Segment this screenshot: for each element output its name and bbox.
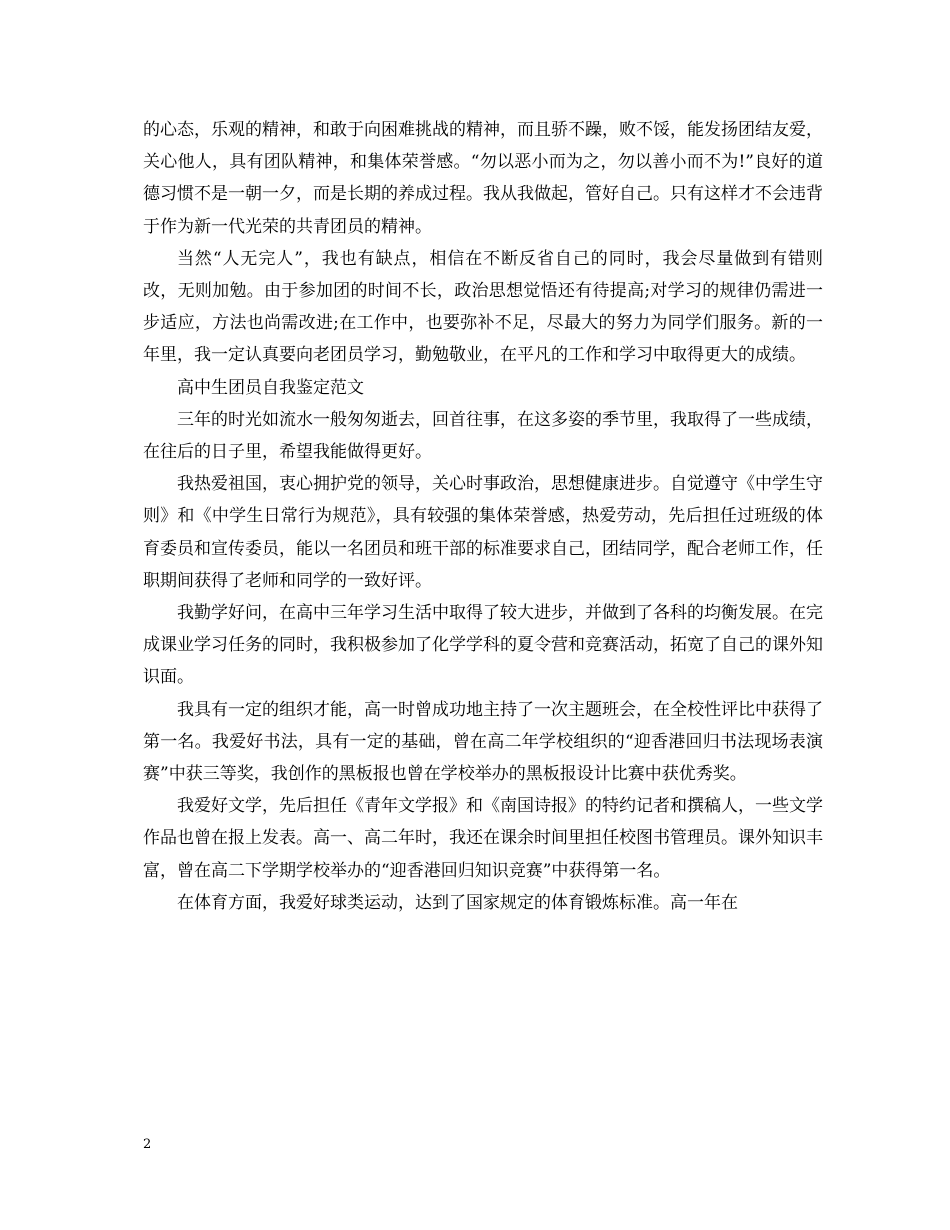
document-body <box>143 114 823 919</box>
paragraph-8: 在体育方面，我爱好球类运动，达到了国家规定的体育锻炼标准。高一年在 <box>177 892 738 913</box>
paragraph-3: 三年的时光如流水一般匆匆逝去，回首往事，在这多姿的季节里，我取得了一些成绩，在往后的日子里，希望我能做得更好。 <box>143 409 823 463</box>
paragraph-7: 我爱好文学，先后担任《青年文学报》和《南国诗报》的特约记者和撰稿人，一些文学作品也曾在报上发表。高一、高二年时，我还在课余时间里担任校图书管理员。课外知识丰富，曾在高二下学期学校举办的“迎香港回归知识竞赛”中获得第一名。 <box>143 796 823 881</box>
paragraph-6: 我具有一定的组织才能，高一时曾成功地主持了一次主题班会，在全校性评比中获得了第一名。我爱好书法，具有一定的基础，曾在高二年学校组织的“迎香港回归书法现场表演赛”中获三等奖，我创作的黑板报也曾在学校举办的黑板报设计比赛中获优秀奖。 <box>143 699 823 785</box>
section-heading: 高中生团员自我鉴定范文 <box>177 377 364 398</box>
paragraph-2: 当然“人无完人”，我也有缺点，相信在不断反省自己的同时，我会尽量做到有错则改，无则加勉。由于参加团的时间不长，政治思想觉悟还有待提高;对学习的规律仍需进一步适应，方法也尚需改进;在工作中，也要弥补不足，尽最大的努力为同学们服务。新的一年里，我一定认真要向老团员学习，勤勉敬业，在平凡的工作和学习中取得更大的成绩。 <box>143 248 823 366</box>
paragraph-1: 的心态，乐观的精神，和敢于向困难挑战的精神，而且骄不躁，败不馁，能发扬团结友爱，关心他人，具有团队精神，和集体荣誉感。“勿以恶小而为之，勿以善小而不为!”良好的道德习惯不是一朝一夕，而是长期的养成过程。我从我做起，管好自己。只有这样才不会违背于作为新一代光荣的共青团员的精神。 <box>143 120 823 237</box>
page-number: 2 <box>143 1137 152 1152</box>
paragraph-5: 我勤学好问，在高中三年学习生活中取得了较大进步，并做到了各科的均衡发展。在完成课业学习任务的同时，我积极参加了化学学科的夏令营和竞赛活动，拓宽了自己的课外知识面。 <box>143 603 823 688</box>
paragraph-4: 我热爱祖国，衷心拥护党的领导，关心时事政治，思想健康进步。自觉遵守《中学生守则》和《中学生日常行为规范》，具有较强的集体荣誉感，热爱劳动，先后担任过班级的体育委员和宣传委员，能以一名团员和班干部的标准要求自己，团结同学，配合老师工作，任职期间获得了老师和同学的一致好评。 <box>143 474 823 591</box>
